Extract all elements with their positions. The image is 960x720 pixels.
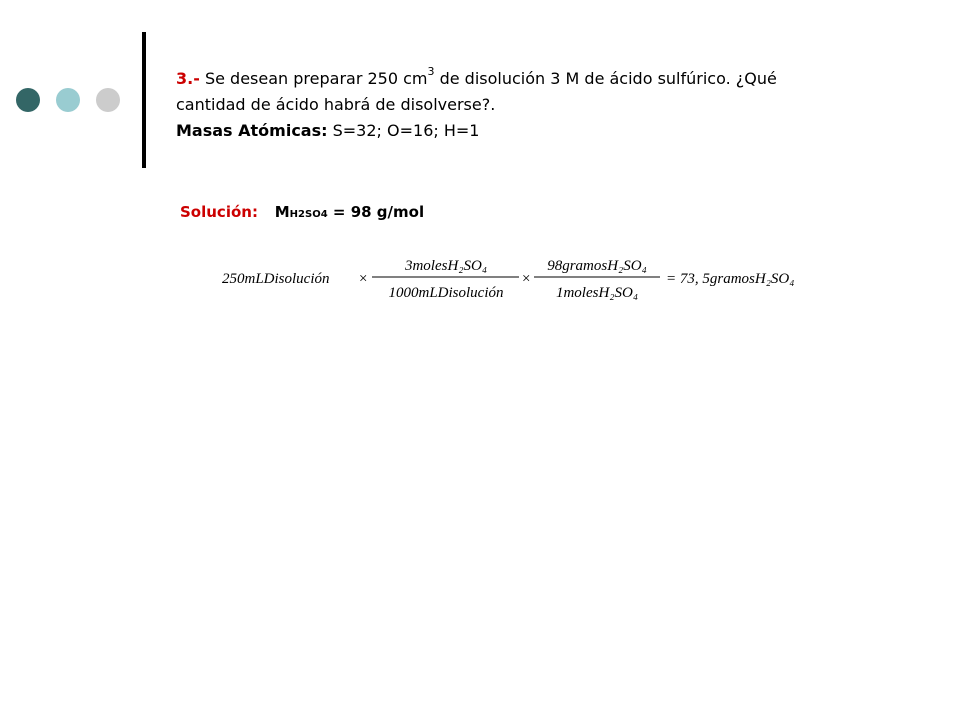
eq-fraction-2-denominator: 1molesH₂SO₄ bbox=[555, 285, 639, 301]
decor-dot-dark bbox=[16, 88, 40, 112]
eq-times-1: × bbox=[359, 271, 368, 287]
problem-number: 3.- bbox=[176, 69, 200, 88]
problem-statement bbox=[176, 66, 896, 144]
eq-fraction-1-denominator: 1000mLDisolución bbox=[388, 285, 504, 301]
eq-result: = 73, 5gramosH₂SO₄ bbox=[666, 271, 795, 287]
decor-dot-light-blue bbox=[56, 88, 80, 112]
problem-text-end: de disolución 3 M de ácido sulfúrico. ¿Qué bbox=[439, 69, 777, 88]
eq-fraction-2-numerator: 98gramosH₂SO₄ bbox=[547, 258, 647, 274]
decor-vertical-bar bbox=[142, 32, 146, 168]
conversion-equation bbox=[222, 256, 832, 302]
molar-mass-symbol: M bbox=[274, 203, 290, 221]
atomic-masses bbox=[176, 118, 896, 144]
atomic-masses-label: Masas Atómicas: bbox=[176, 121, 328, 140]
molar-mass-subscript: H2SO4 bbox=[289, 209, 328, 220]
problem-superscript: 3 bbox=[427, 65, 435, 78]
decor-dot-gray bbox=[96, 88, 120, 112]
eq-initial-volume: 250mLDisolución bbox=[222, 271, 330, 287]
molar-mass-value: = 98 g/mol bbox=[332, 203, 425, 221]
solution-header bbox=[180, 203, 424, 221]
eq-times-2: × bbox=[522, 271, 531, 287]
problem-line-2: cantidad de ácido habrá de disolverse?. bbox=[176, 95, 496, 114]
atomic-masses-value: S=32; O=16; H=1 bbox=[332, 121, 480, 140]
problem-text-start: Se desean preparar 250 cm bbox=[204, 69, 428, 88]
problem-line-1 bbox=[176, 66, 896, 92]
eq-fraction-1-numerator: 3molesH₂SO₄ bbox=[404, 258, 488, 274]
solution-label: Solución: bbox=[180, 203, 258, 221]
molar-mass bbox=[275, 203, 424, 221]
